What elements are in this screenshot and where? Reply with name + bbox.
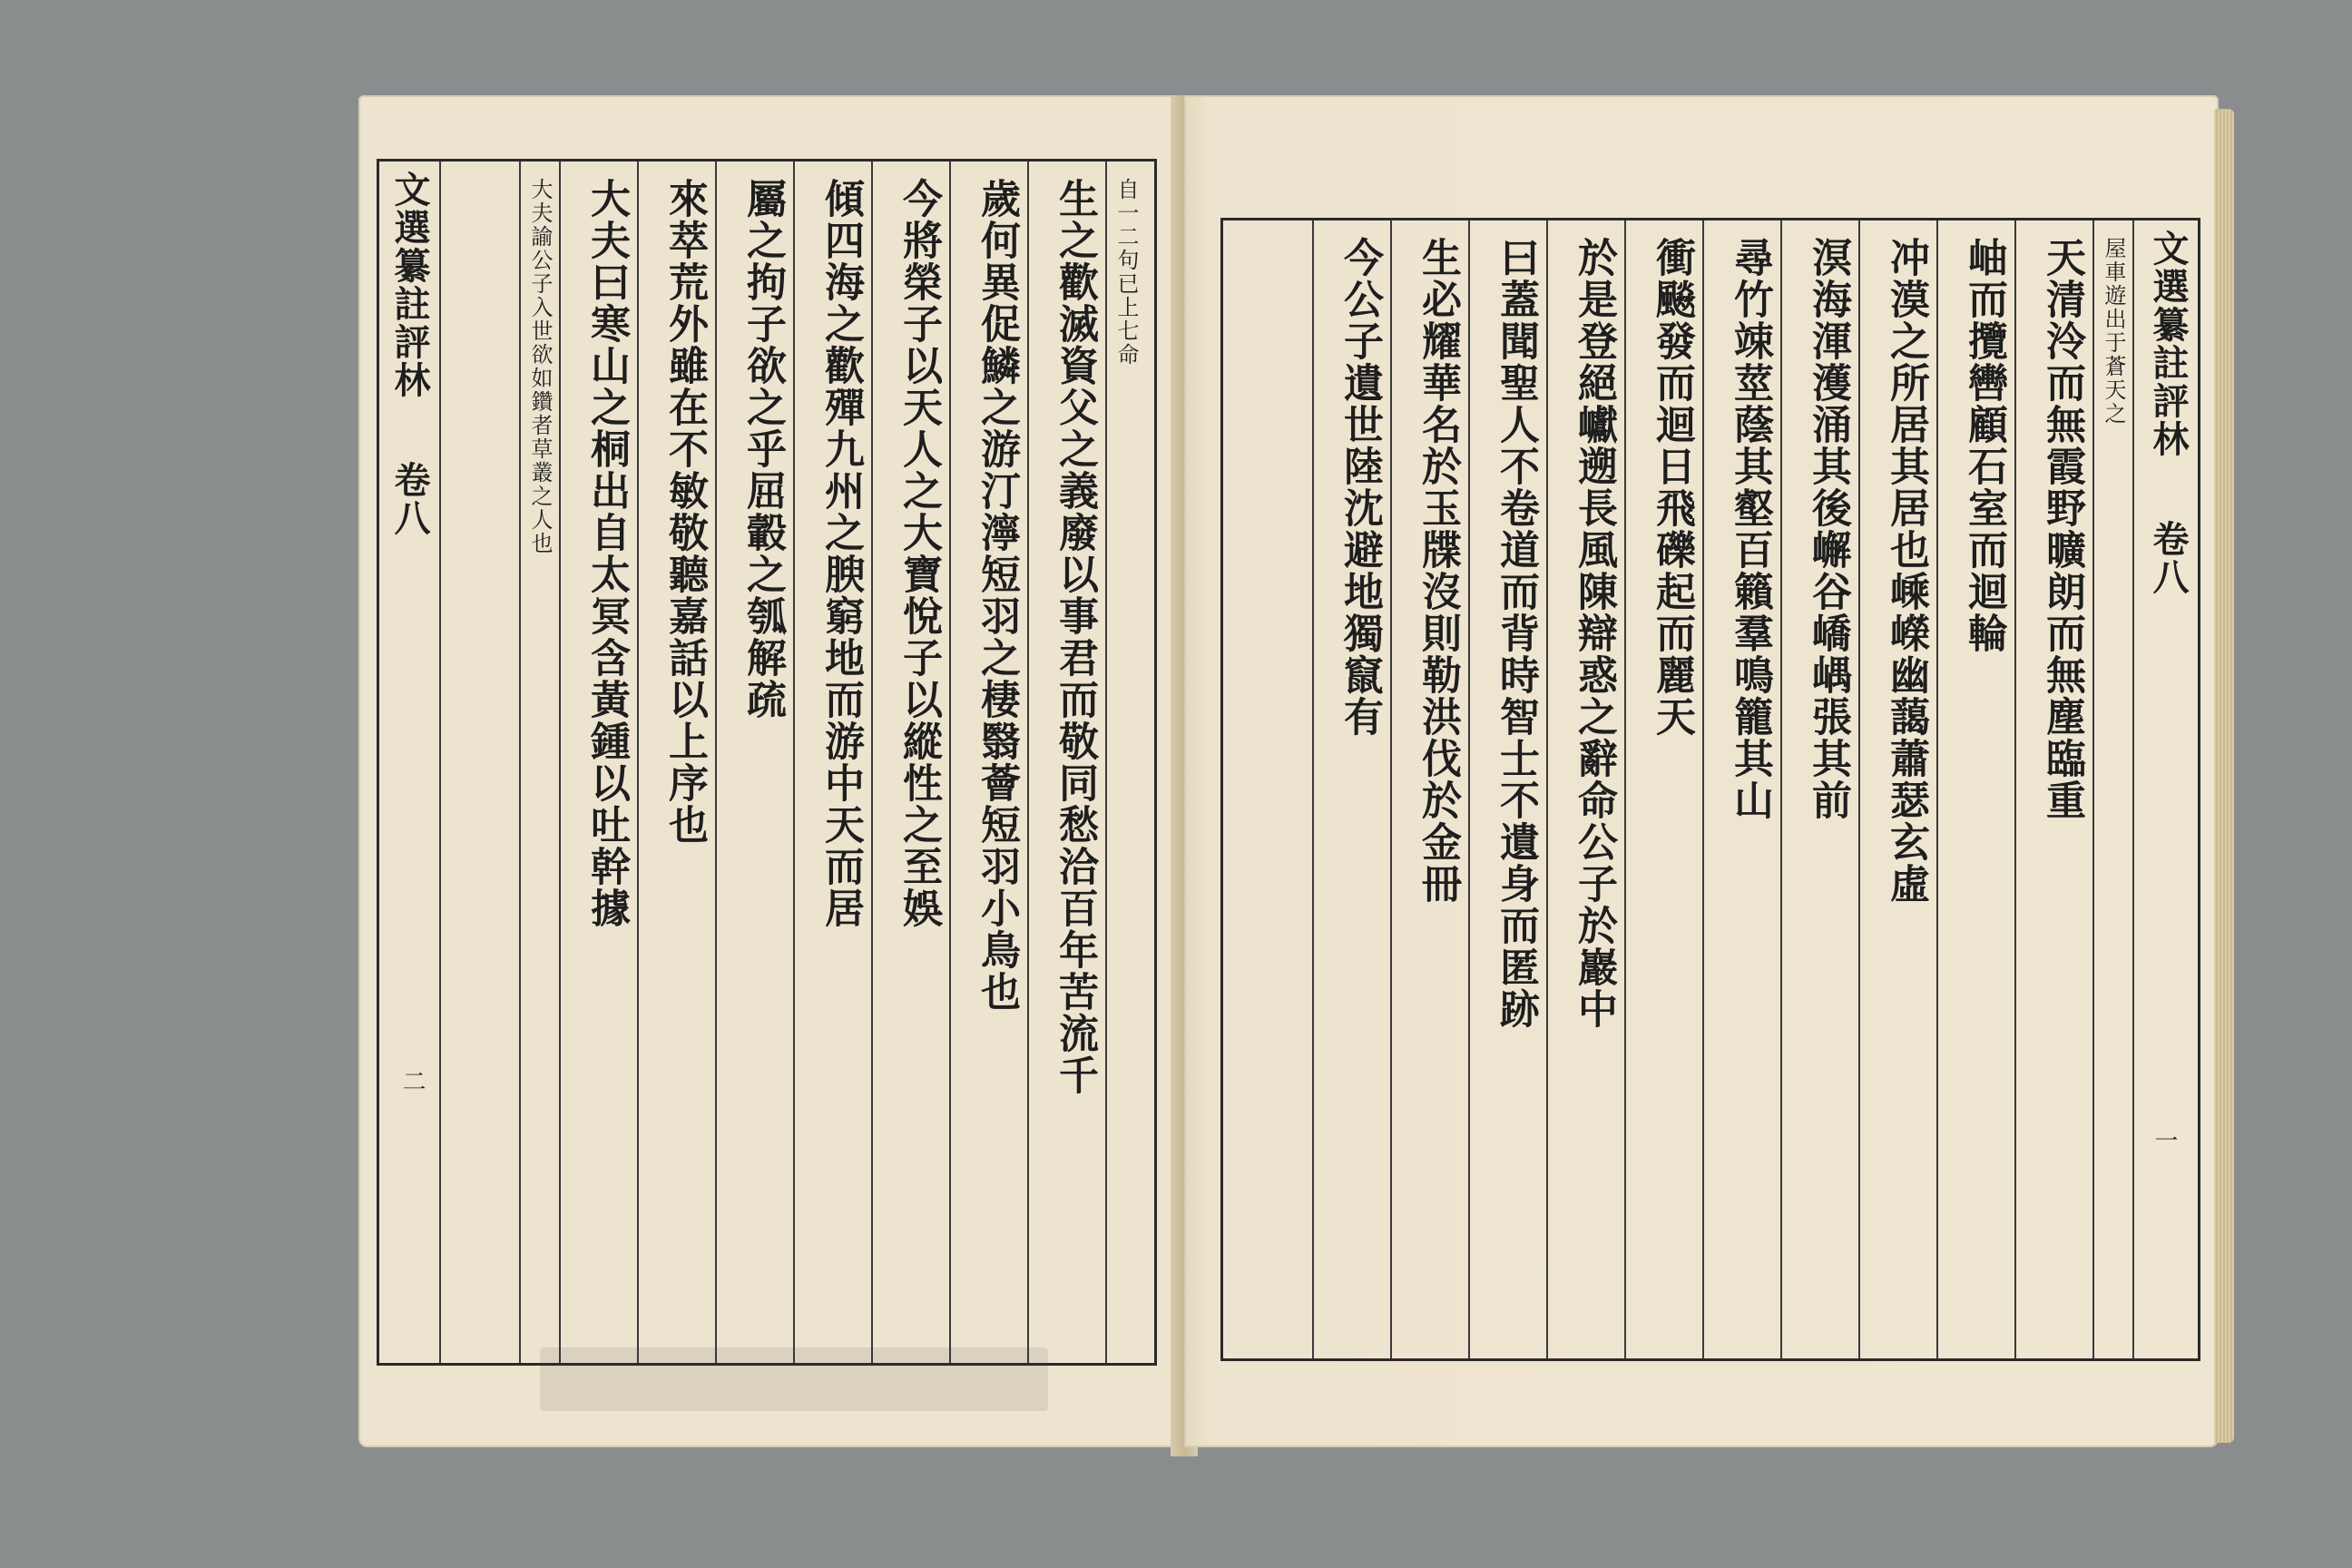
text-column: 來萃荒外雖在不敏敬聽嘉話以上序也 [662,178,708,846]
left-page [358,95,1184,1447]
column-rule [1468,220,1470,1358]
column-rule [715,162,717,1363]
text-column: 傾四海之歡殫九州之腴窮地而游中天而居 [818,178,864,929]
text-column: 衝飈發而迴日飛礫起而麗天 [1649,237,1695,738]
title-strip [379,162,441,1363]
column-rule [1936,220,1938,1358]
right-page-frame [1220,218,2200,1361]
text-column: 冲漠之所居其居也嵊嶸幽藹蕭瑟玄虛 [1883,237,1929,905]
column-rule [1312,220,1314,1358]
text-column: 岫而攬轡顧石室而迴輪 [1961,237,2007,654]
column-rule [2092,220,2094,1358]
column-rule [1858,220,1860,1358]
page-stack-edge [2214,109,2234,1443]
column-rule [637,162,639,1363]
column-rule [1780,220,1782,1358]
column-rule [793,162,795,1363]
text-column: 生必耀華名於玉牒沒則勒洪伐於金冊 [1415,237,1461,905]
left-page-frame [377,159,1157,1366]
column-rule [1624,220,1626,1358]
column-rule [1390,220,1392,1358]
text-column: 天清泠而無霞野曠朗而無塵臨重 [2039,237,2085,821]
column-rule [1027,162,1029,1363]
text-column: 屬之拘子欲之乎屈轂之瓠解疏 [740,178,786,720]
column-rule [1105,162,1107,1363]
open-book [358,95,2232,1475]
column-rule [2014,220,2016,1358]
text-column: 自一二句已上七命 [1113,178,1139,367]
folio-number: 二 [398,1069,426,1094]
column-rule [559,162,561,1363]
column-rule [871,162,873,1363]
text-column: 屋車遊出于蒼天之 [2101,237,2126,426]
text-column: 今公子遺世陸沈避地獨竄有 [1337,237,1383,738]
column-rule [1702,220,1704,1358]
text-column: 大夫曰寒山之桐出自太冥含黃鍾以吐幹據 [583,178,630,929]
text-column: 曰蓋聞聖人不卷道而背時智士不遺身而匿跡 [1493,237,1539,1030]
column-rule [1546,220,1548,1358]
title-strip [2132,220,2198,1358]
text-column: 今將榮子以天人之大寶悅子以縱性之至娛 [896,178,942,929]
worn-edge [540,1348,1048,1411]
book-title: 文選纂註評林 [388,171,431,399]
text-column: 歲何異促鱗之游汀濘短羽之棲翳薈短羽小鳥也 [974,178,1020,1013]
column-rule [949,162,951,1363]
text-column: 生之歡滅資父之義廢以事君而敬同愁洽百年苦流千 [1052,178,1098,1096]
book-title: 文選纂註評林 [2147,230,2190,458]
text-column: 溟海渾濩涌其後嶰谷嶠嵎張其前 [1805,237,1851,821]
text-column: 於是登絕巘遡長風陳辯惑之辭命公子於巖中 [1571,237,1617,1030]
text-column: 尋竹竦莖蔭其壑百籟羣鳴籠其山 [1727,237,1773,821]
volume-label: 卷八 [388,461,431,537]
right-page [1184,95,2219,1447]
volume-label: 卷八 [2147,520,2190,596]
column-rule [519,162,521,1363]
text-column: 大夫諭公子入世欲如鑽者草叢之人也 [527,178,553,555]
folio-number: 一 [2151,1128,2178,1153]
